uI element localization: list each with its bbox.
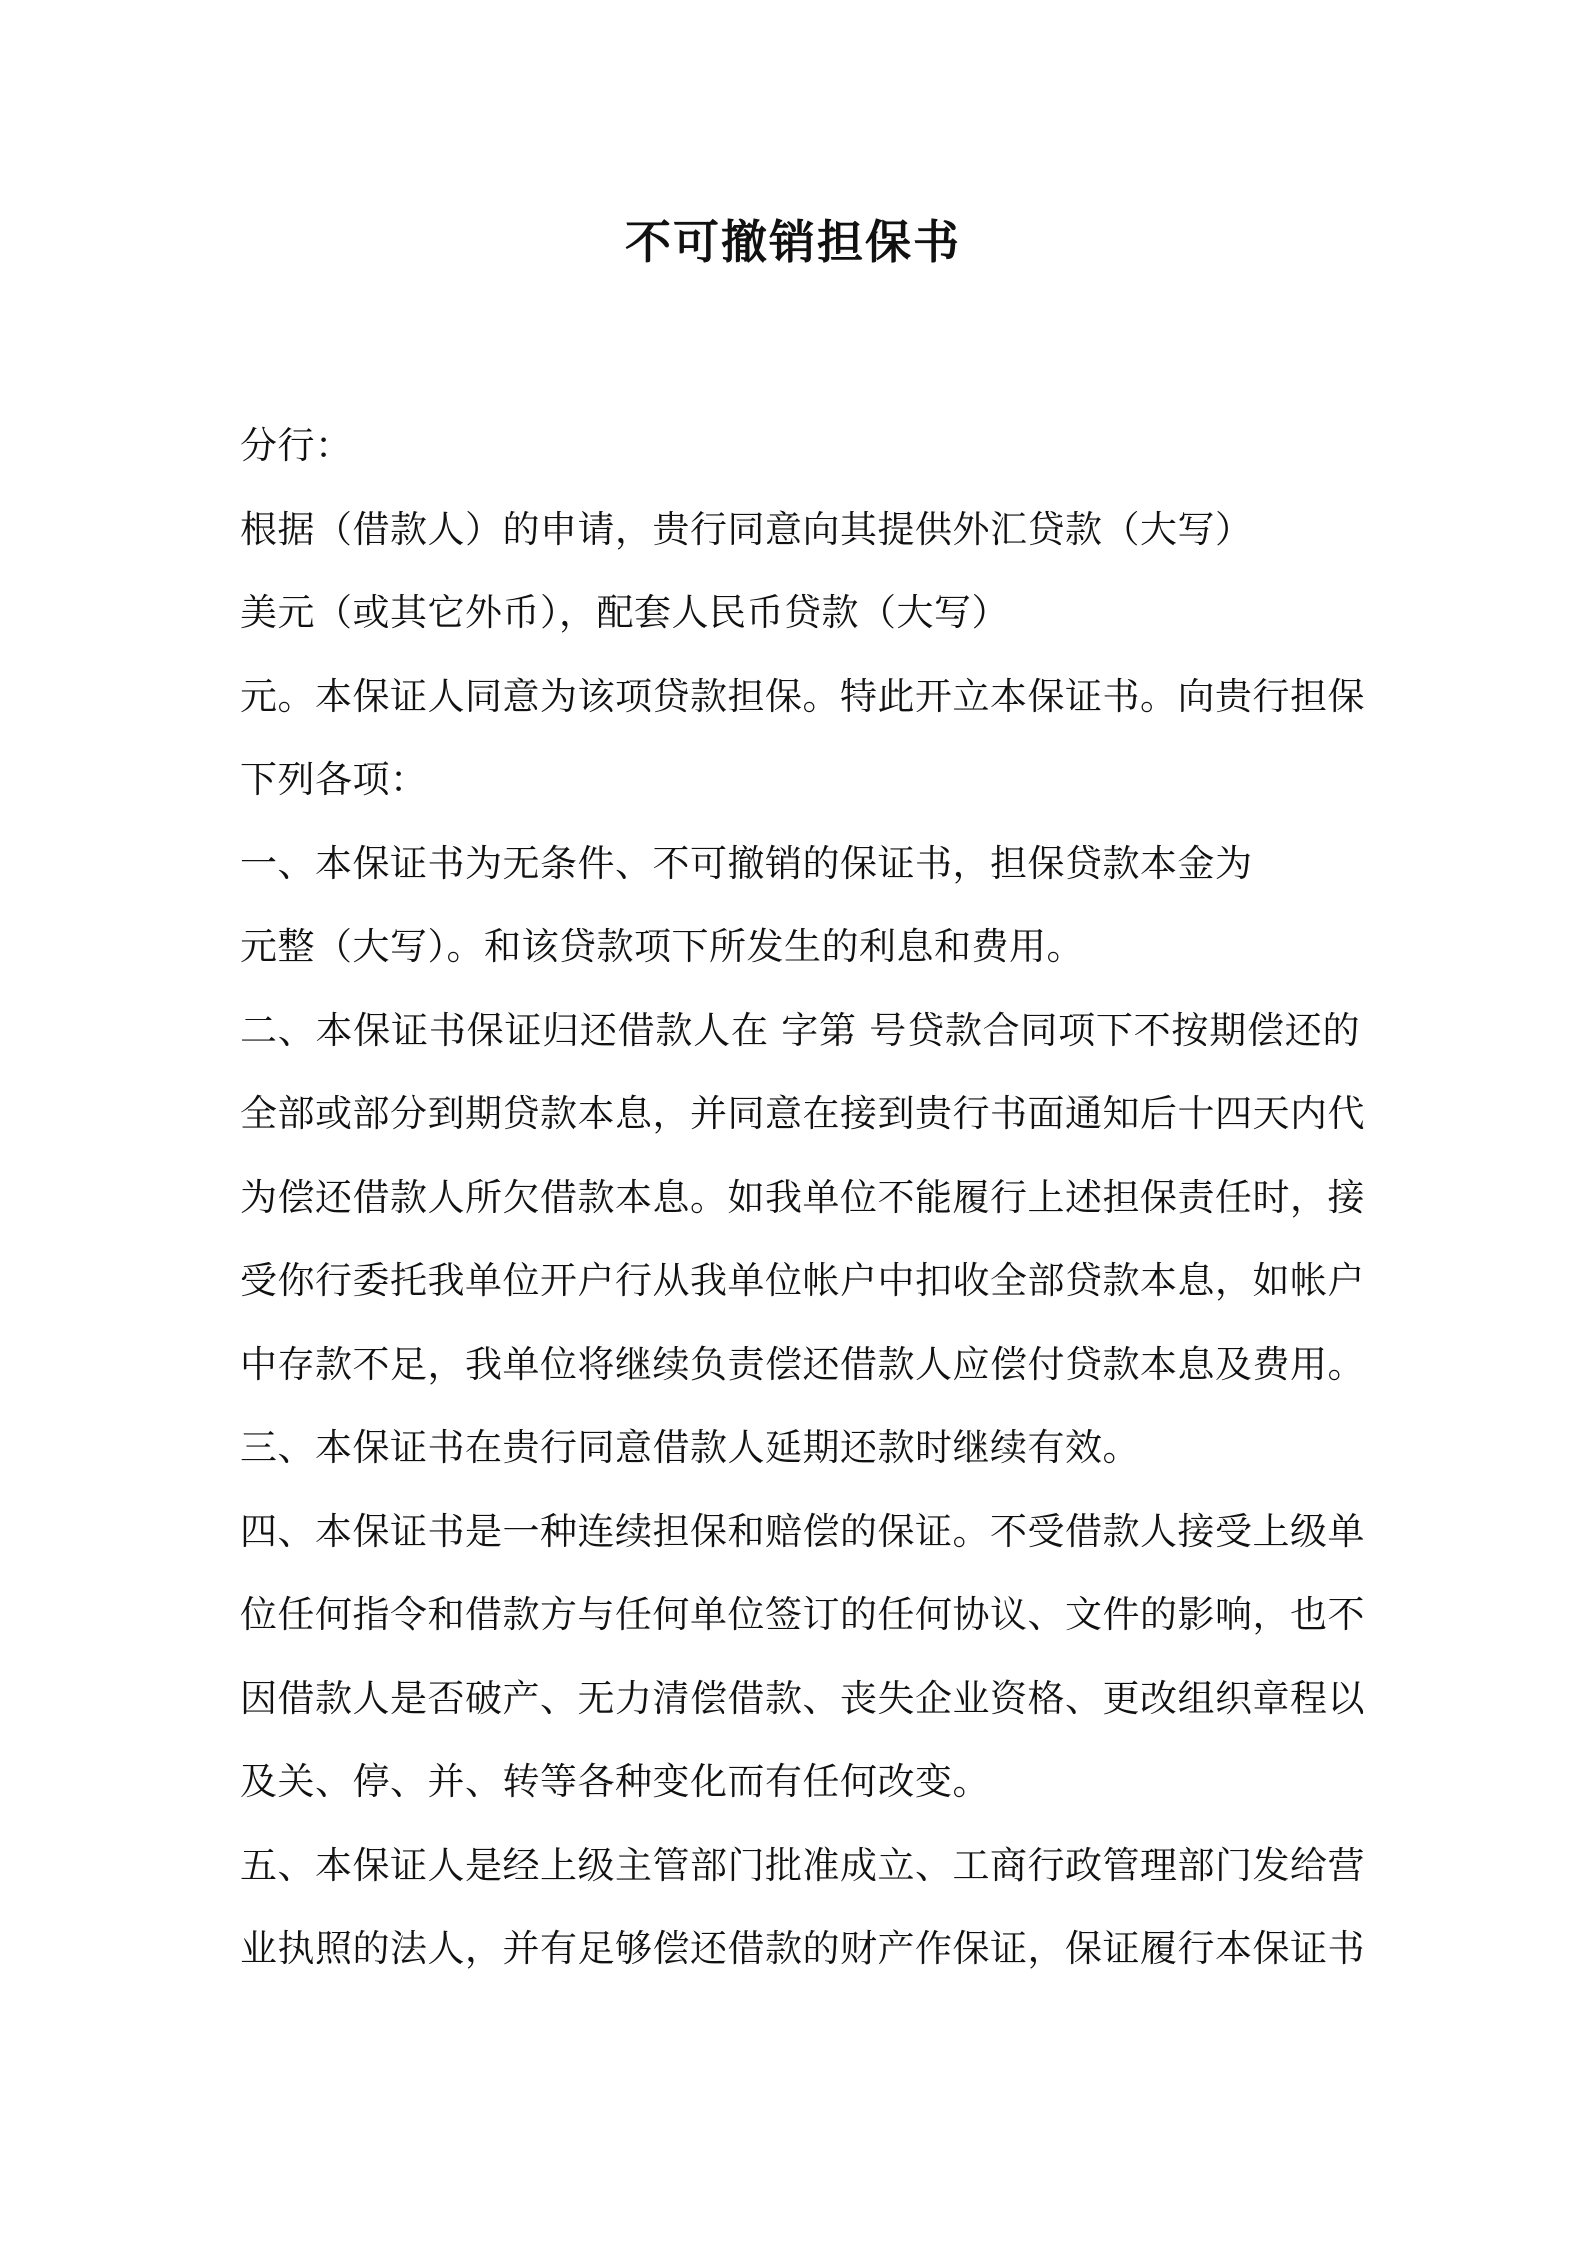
salutation-line: 分行： bbox=[240, 424, 353, 467]
text-line: 根据（借款人）的申请，贵行同意向其提供外汇贷款（大写） bbox=[240, 507, 1253, 551]
clause-4-line: 位任何指令和借款方与任何单位签订的任何协议、文件的影响，也不 bbox=[240, 1593, 1365, 1636]
text-line: 元。本保证人同意为该项贷款担保。特此开立本保证书。向贵行担保 bbox=[240, 674, 1365, 718]
clause-1-line: 元整（大写）。和该贷款项下所发生的利息和费用。 bbox=[240, 925, 1084, 968]
clause-5-line: 五、本保证人是经上级主管部门批准成立、工商行政管理部门发给营 bbox=[240, 1843, 1365, 1887]
clause-2-line: 受你行委托我单位开户行从我单位帐户中扣收全部贷款本息，如帐户 bbox=[240, 1259, 1365, 1302]
clause-4-line: 因借款人是否破产、无力清偿借款、丧失企业资格、更改组织章程以 bbox=[240, 1676, 1365, 1720]
clause-5-line: 业执照的法人，并有足够偿还借款的财产作保证，保证履行本保证书 bbox=[240, 1927, 1365, 1970]
text-line: 美元（或其它外币），配套人民币贷款（大写） bbox=[240, 591, 1009, 634]
clause-2-line: 二、本保证书保证归还借款人在 字第 号贷款合同项下不按期偿还的 bbox=[240, 1008, 1360, 1052]
clause-4-line: 及关、停、并、转等各种变化而有任何改变。 bbox=[240, 1760, 990, 1803]
clause-3-line: 三、本保证书在贵行同意借款人延期还款时继续有效。 bbox=[240, 1426, 1140, 1469]
document-title: 不可撤销担保书 bbox=[625, 215, 961, 269]
clause-2-line: 全部或部分到期贷款本息，并同意在接到贵行书面通知后十四天内代 bbox=[240, 1092, 1365, 1135]
clause-4-line: 四、本保证书是一种连续担保和赔偿的保证。不受借款人接受上级单 bbox=[240, 1509, 1365, 1553]
document-body bbox=[240, 404, 1365, 1991]
clause-2-line: 为偿还借款人所欠借款本息。如我单位不能履行上述担保责任时，接 bbox=[240, 1175, 1365, 1219]
clause-2-line: 中存款不足，我单位将继续负责偿还借款人应偿付贷款本息及费用。 bbox=[240, 1342, 1365, 1386]
clause-1-line: 一、本保证书为无条件、不可撤销的保证书，担保贷款本金为 bbox=[240, 841, 1253, 885]
text-line: 下列各项： bbox=[240, 758, 428, 801]
